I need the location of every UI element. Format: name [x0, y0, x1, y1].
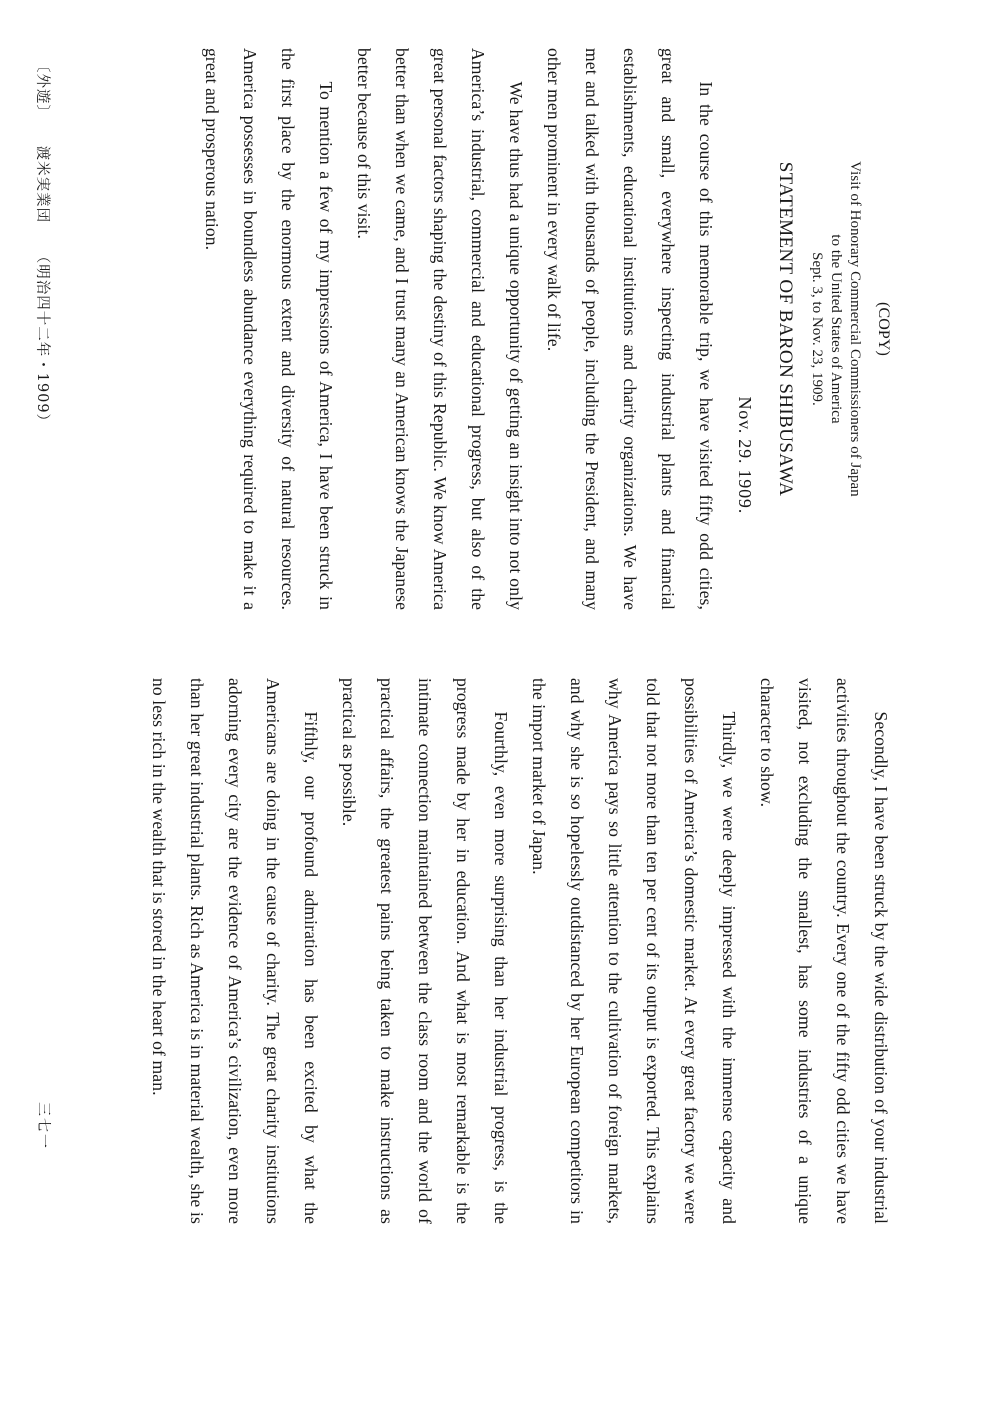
- footer-delegation: 渡米実業団: [34, 145, 50, 224]
- page-number: 三七一: [35, 1102, 51, 1150]
- left-column: [193, 48, 900, 610]
- statement-title: STATEMENT OF BARON SHIBUSAWA: [775, 161, 796, 497]
- running-footer: [33, 58, 54, 449]
- footer-section: 〔外遊〕: [34, 58, 50, 120]
- document-header: [765, 48, 902, 610]
- footer-era: （明治四十二年・1909）: [34, 248, 50, 430]
- paragraph-4: Secondly, I have been struck by the wide distribution of your industrial activities throughout the country. Every one of the fifty odd cities we have visited, not excluding the smallest, has some industries of a unique character to show.: [757, 678, 891, 1224]
- header-line-1: Visit of Honorary Commercial Commissioners of Japan: [847, 161, 863, 497]
- right-column: [140, 678, 900, 1224]
- header-line-2: to the United States of America: [828, 234, 844, 424]
- paragraph-5: Thirdly, we were deeply impressed with the immense capacity and possibilities of America’s domestic market. At every great factory we were told that not more than ten per cent of its output is exported. This explains why America pays so little attention to the cultivation of foreign markets, and why she is so hopelessly outdistanced by her European competitors in the import market of Japan.: [529, 678, 739, 1224]
- paragraph-6: Fourthly, even more surprising than her industrial progress, is the progress made by her in education. And what is most remarkable is the intimate connection maintained between the class room and the world of practical affairs, the greatest pains being taken to make instructions as practical as possible.: [339, 678, 511, 1224]
- paragraph-1: In the course of this memorable trip, we have visited fifty odd cities, great and small, everywhere inspecting industrial plants and financial establishments, educational institutions and charity organizations. We have met and talked with thousands of people, including the President, and many other men prominent in every walk of life.: [544, 48, 716, 610]
- paragraph-3: To mention a few of my impressions of America, I have been struck in the first place by the enormous extent and diversity of natural resources. America possesses in boundless abundance everything required to make it a great and prosperous nation.: [202, 48, 336, 610]
- header-line-3: Sept. 3, to Nov. 23, 1909.: [809, 252, 825, 406]
- paragraph-2: We have thus had a unique opportunity of getting an insight into not only America’s industrial, commercial and educational progress, but also of the great personal factors shaping the destiny of this Republic. We know America better than when we came, and I trust many an American knows the Japanese better because of this visit.: [354, 48, 526, 610]
- copy-mark: (COPY): [875, 302, 892, 356]
- statement-date: Nov. 29. 1909.: [735, 396, 755, 514]
- paragraph-7: Fifthly, our profound admiration has been excited by what the Americans are doing in the cause of charity. The great charity institutions adorning every city are the evidence of America’s civilization, even more than her great industrial plants. Rich as America is in material wealth, she is no less rich in the wealth that is stored in the heart of man.: [149, 678, 321, 1224]
